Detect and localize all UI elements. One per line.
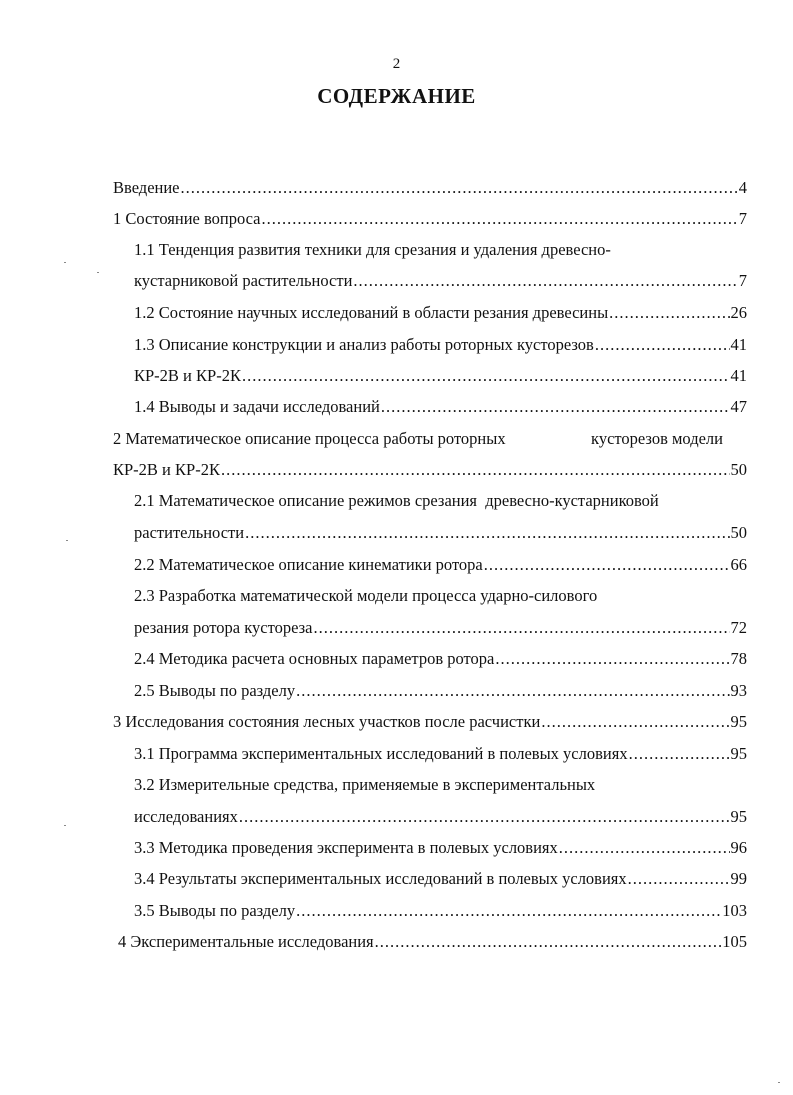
toc-entry-text: 3.3 Методика проведения эксперимента в полевых условиях — [134, 838, 558, 857]
dot-leader — [245, 521, 729, 545]
toc-entry[interactable] — [134, 836, 747, 860]
toc-entry-page: 26 — [730, 303, 747, 322]
scan-speck — [64, 262, 66, 263]
toc-entry[interactable] — [118, 930, 747, 954]
toc-entry-text: 3.2 Измерительные средства, применяемые в экспериментальных — [134, 775, 596, 794]
toc-entry-page: 78 — [730, 649, 747, 668]
toc-entry-text: 2.4 Методика расчета основных параметров ротора — [134, 649, 495, 668]
dot-leader — [495, 647, 729, 671]
toc-entry[interactable] — [134, 742, 747, 766]
toc-entry-page: 41 — [730, 335, 747, 354]
toc-entry[interactable] — [113, 176, 747, 200]
dot-leader — [296, 899, 721, 923]
toc-entry-text: 2.1 Математическое описание режимов срезания древесно-кустарниковой — [134, 491, 659, 510]
toc-entry[interactable] — [134, 333, 747, 357]
scan-speck — [64, 825, 66, 826]
toc-entry-text: 2.2 Математическое описание кинематики ротора — [134, 555, 483, 574]
toc-entry-page: 72 — [730, 618, 747, 637]
dot-leader — [242, 364, 730, 388]
toc-entry-page: 103 — [722, 901, 747, 920]
toc-entry-text: растительности — [134, 523, 245, 542]
toc-entry-page: 4 — [738, 178, 747, 197]
toc-entry[interactable] — [134, 301, 747, 325]
dot-leader — [629, 742, 730, 766]
toc-entry[interactable] — [134, 867, 747, 891]
toc-entry[interactable] — [134, 616, 747, 640]
toc-entry-page: 96 — [730, 838, 747, 857]
toc-entry[interactable] — [134, 553, 747, 577]
dot-leader — [296, 679, 729, 703]
toc-entry-text: исследованиях — [134, 807, 238, 826]
toc-entry-text: КР-2В и КР-2К — [134, 366, 241, 385]
toc-entry-text: 2 Математическое описание процесса работы роторных — [113, 429, 506, 448]
dot-leader — [221, 458, 730, 482]
dot-leader — [628, 867, 730, 891]
toc-entry[interactable] — [113, 710, 747, 734]
toc-entry-page: 66 — [730, 555, 747, 574]
toc-entry-text: 1.2 Состояние научных исследований в области резания древесины — [134, 303, 609, 322]
dot-leader — [181, 176, 738, 200]
toc-entry-text: 1.4 Выводы и задачи исследований — [134, 397, 380, 416]
page-number: 2 — [392, 56, 401, 72]
toc-entry-page: 95 — [730, 712, 747, 731]
toc-entry-page: 50 — [730, 523, 747, 542]
toc-entry[interactable] — [134, 584, 747, 608]
toc-entry-text: 1 Состояние вопроса — [113, 209, 261, 228]
dot-leader — [381, 395, 730, 419]
scan-speck — [778, 1082, 780, 1083]
toc-entry-text: Введение — [113, 178, 180, 197]
toc-entry[interactable] — [134, 521, 747, 545]
toc-entry-text-continued: кусторезов модели — [591, 429, 723, 448]
scan-speck — [66, 540, 68, 541]
toc-entry-page: 99 — [730, 869, 747, 888]
toc-entry-text: 2.5 Выводы по разделу — [134, 681, 296, 700]
toc-entry[interactable] — [134, 899, 747, 923]
dot-leader — [595, 333, 730, 357]
toc-entry-page: 50 — [730, 460, 747, 479]
dot-leader — [239, 805, 730, 829]
dot-leader — [313, 616, 729, 640]
toc-entry[interactable] — [113, 207, 747, 231]
toc-entry[interactable] — [134, 364, 747, 388]
toc-entry-page: 47 — [730, 397, 747, 416]
toc-entry-page: 105 — [722, 932, 747, 951]
toc-entry[interactable] — [134, 805, 747, 829]
toc-entry-text: 3.5 Выводы по разделу — [134, 901, 296, 920]
toc-entry-text: 4 Экспериментальные исследования — [118, 932, 374, 951]
toc-entry-page: 95 — [730, 744, 747, 763]
toc-entry-text: 3.1 Программа экспериментальных исследований в полевых условиях — [134, 744, 628, 763]
dot-leader — [541, 710, 729, 734]
toc-entry[interactable] — [134, 647, 747, 671]
toc-entry-text: кустарниковой растительности — [134, 271, 353, 290]
toc-entry-text: 1.3 Описание конструкции и анализ работы роторных кусторезов — [134, 335, 594, 354]
toc-entry-page: 41 — [730, 366, 747, 385]
dot-leader — [353, 269, 737, 293]
dot-leader — [262, 207, 738, 231]
toc-entry-page: 95 — [730, 807, 747, 826]
page-title: СОДЕРЖАНИЕ — [317, 84, 476, 108]
toc-entry-page: 93 — [730, 681, 747, 700]
toc-entry[interactable] — [113, 427, 723, 451]
toc-entry-text: 3 Исследования состояния лесных участков после расчистки — [113, 712, 541, 731]
toc-entry[interactable] — [134, 238, 747, 262]
toc-entry-page: 7 — [738, 271, 747, 290]
toc-entry-text: 2.3 Разработка математической модели процесса ударно-силового — [134, 586, 598, 605]
toc-entry[interactable] — [134, 269, 747, 293]
dot-leader — [609, 301, 729, 325]
toc-entry[interactable] — [134, 395, 747, 419]
toc-entry-text: КР-2В и КР-2К — [113, 460, 220, 479]
toc-entry-text: 3.4 Результаты экспериментальных исследований в полевых условиях — [134, 869, 627, 888]
toc-entry-text: 1.1 Тенденция развития техники для срезания и удаления древесно- — [134, 240, 611, 259]
scan-speck — [97, 272, 99, 273]
toc-entry[interactable] — [113, 458, 747, 482]
toc-entry-page: 7 — [738, 209, 747, 228]
toc-entry[interactable] — [134, 679, 747, 703]
toc-entry[interactable] — [134, 489, 747, 513]
dot-leader — [559, 836, 730, 860]
toc-entry[interactable] — [134, 773, 747, 797]
dot-leader — [484, 553, 730, 577]
dot-leader — [375, 930, 722, 954]
toc-entry-text: резания ротора кустореза — [134, 618, 313, 637]
